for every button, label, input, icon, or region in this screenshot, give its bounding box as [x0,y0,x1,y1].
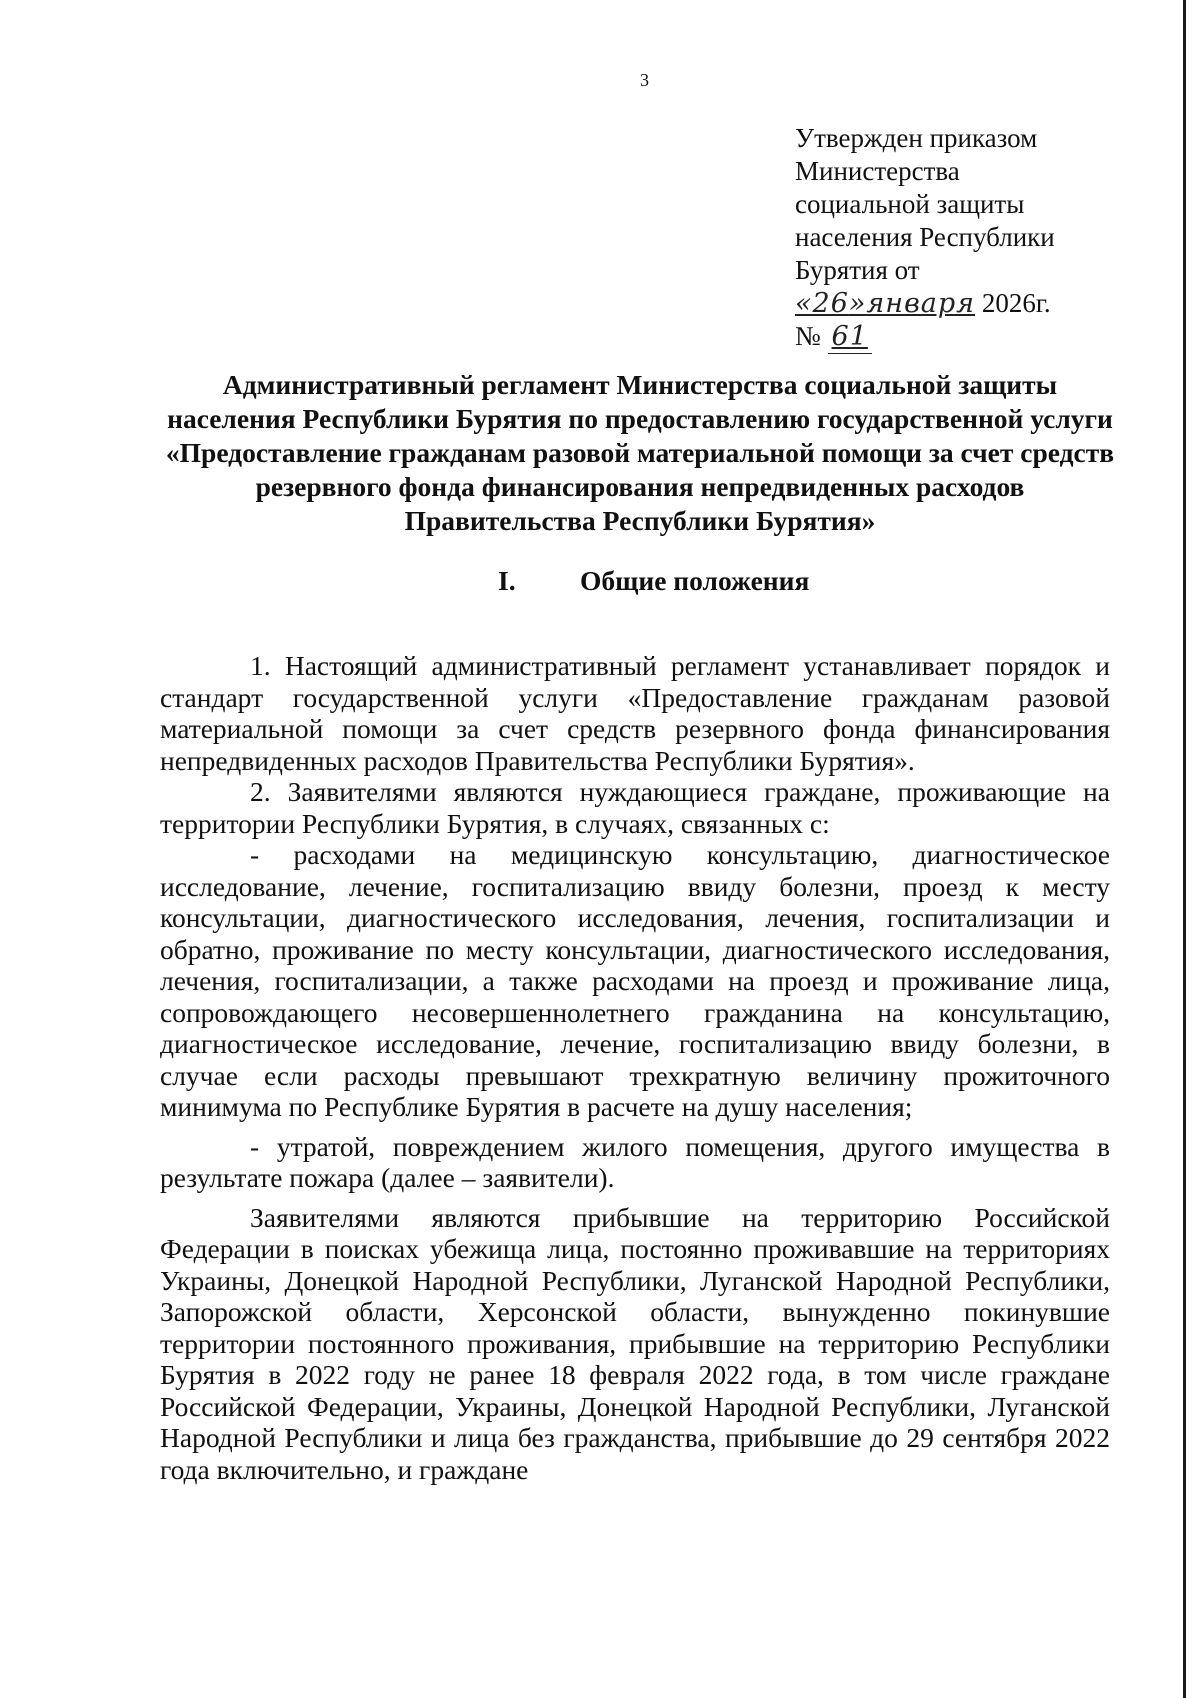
document-title: Административный регламент Министерства социальной защиты населения Республики Бурятия по предоставлению государственной услуги «Предоставление гражданам разовой материальной помощи за счет средств резервного фонда финансирования непредвиденных расходов Правительства Республики Бурятия» [165,369,1115,536]
approval-line: населения Республики [795,222,1055,252]
date-open-quote: « [795,288,813,319]
number-label: № [795,321,821,351]
paragraph: 1. Настоящий административный регламент устанавливает порядок и стандарт государственной услуги «Предоставление гражданам разовой материальной помощи за счет средств резервного фонда финансирования непредвиденных расходов Правительства Республики Бурятия». [160,650,1110,776]
approval-line: Утвержден приказом [795,123,1038,153]
paragraph: Заявителями являются прибывшие на территорию Российской Федерации в поисках убежища лица, постоянно проживавшие на территориях Украины, Донецкой Народной Республики, Луганской Народной Республики, Запорожской области, Херсонской области, вынужденно покинувшие территории постоянного проживания, прибывшие на территорию Республики Бурятия в 2022 году не ранее 18 февраля 2022 года, в том числе граждане Российской Федерации, Украины, Донецкой Народной Республики, Луганской Народной Республики и лица без гражданства, прибывшие до 29 сентября 2022 года включительно, и граждане [160,1201,1110,1485]
approval-date [795,287,1055,320]
date-close-quote: » [848,288,867,319]
section-number: I. [498,565,516,596]
approval-block [795,122,1055,354]
approval-line: Бурятия от [795,255,920,285]
page-edge [1183,0,1186,1698]
date-day-handwritten: 26 [812,288,849,319]
section-heading [498,565,809,597]
paragraph: 2. Заявителями являются нуждающиеся граждане, проживающие на территории Республики Бурятия, в случаях, связанных с: [160,776,1110,839]
body-text [160,650,1110,1485]
date-year: 2026г. [981,288,1051,318]
section-title: Общие положения [580,565,810,596]
approval-line: Министерства [795,156,960,186]
approval-line: социальной защиты [795,189,1025,219]
date-month-handwritten: января [866,288,976,319]
paragraph: - утратой, повреждением жилого помещения, другого имущества в результате пожара (далее – заявители). [160,1130,1110,1193]
page-number: 3 [640,70,649,90]
approval-number [795,320,1055,354]
number-value-handwritten: 61 [828,320,872,354]
paragraph: - расходами на медицинскую консультацию, диагностическое исследование, лечение, госпитализацию ввиду болезни, проезд к месту консультации, диагностического исследования, лечения, госпитализации и обратно, проживание по месту консультации, диагностического исследования, лечения, госпитализации, а также расходами на проезд и проживание лица, сопровождающего несовершеннолетнего гражданина на консультацию, диагностическое исследование, лечение, госпитализацию ввиду болезни, в случае если расходы превышают трехкратную величину прожиточного минимума по Республике Бурятия в расчете на душу населения; [160,839,1110,1122]
